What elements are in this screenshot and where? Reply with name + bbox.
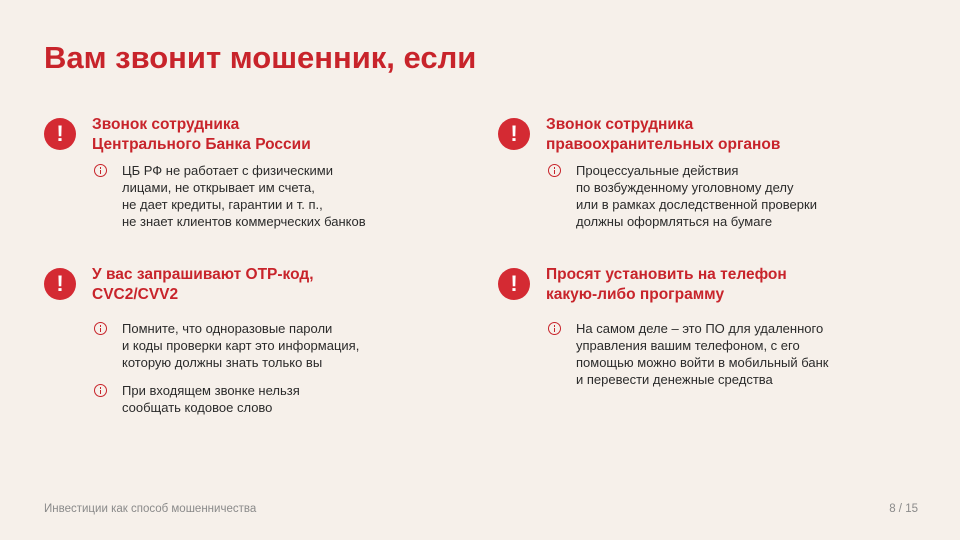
page-number: 8 / 15 — [889, 503, 918, 515]
slide-title: Вам звонит мошенник, если — [44, 40, 477, 75]
info-icon — [548, 164, 561, 177]
info-item-text: Помните, что одноразовые пароли и коды проверки карт это информация, которую должны знать только вы — [122, 321, 360, 370]
info-icon — [94, 164, 107, 177]
info-item — [94, 382, 454, 416]
block-items — [94, 320, 454, 427]
info-item — [548, 320, 908, 388]
exclamation-circle-icon: ! — [44, 118, 76, 150]
info-item-text: На самом деле – это ПО для удаленного управления вашим телефоном, с его помощью можно войти в мобильный банк и перевести денежные средства — [576, 321, 829, 387]
exclamation-circle-icon: ! — [498, 268, 530, 300]
block-title: У вас запрашивают OTP-код, CVC2/CVV2 — [92, 266, 314, 303]
block-items — [548, 320, 908, 399]
info-item — [548, 162, 908, 230]
exclamation-circle-icon: ! — [44, 268, 76, 300]
info-icon — [94, 384, 107, 397]
exclamation-circle-icon: ! — [498, 118, 530, 150]
block-items — [94, 162, 454, 241]
info-item-text: ЦБ РФ не работает с физическими лицами, не открывает им счета, не дает кредиты, гарантии и т. п., не знает клиентов коммерческих банков — [122, 163, 366, 229]
block-title: Звонок сотрудника Центрального Банка России — [92, 116, 311, 153]
block-title: Звонок сотрудника правоохранительных органов — [546, 116, 781, 153]
info-icon — [548, 322, 561, 335]
footer-presentation-title: Инвестиции как способ мошенничества — [44, 503, 257, 515]
block-title: Просят установить на телефон какую-либо программу — [546, 266, 787, 303]
info-icon — [94, 322, 107, 335]
info-item-text: При входящем звонке нельзя сообщать кодовое слово — [122, 383, 300, 415]
info-item — [94, 162, 454, 230]
block-items — [548, 162, 908, 241]
info-item-text: Процессуальные действия по возбужденному уголовному делу или в рамках доследственной проверки должны оформляться на бумаге — [576, 163, 817, 229]
info-item — [94, 320, 454, 371]
